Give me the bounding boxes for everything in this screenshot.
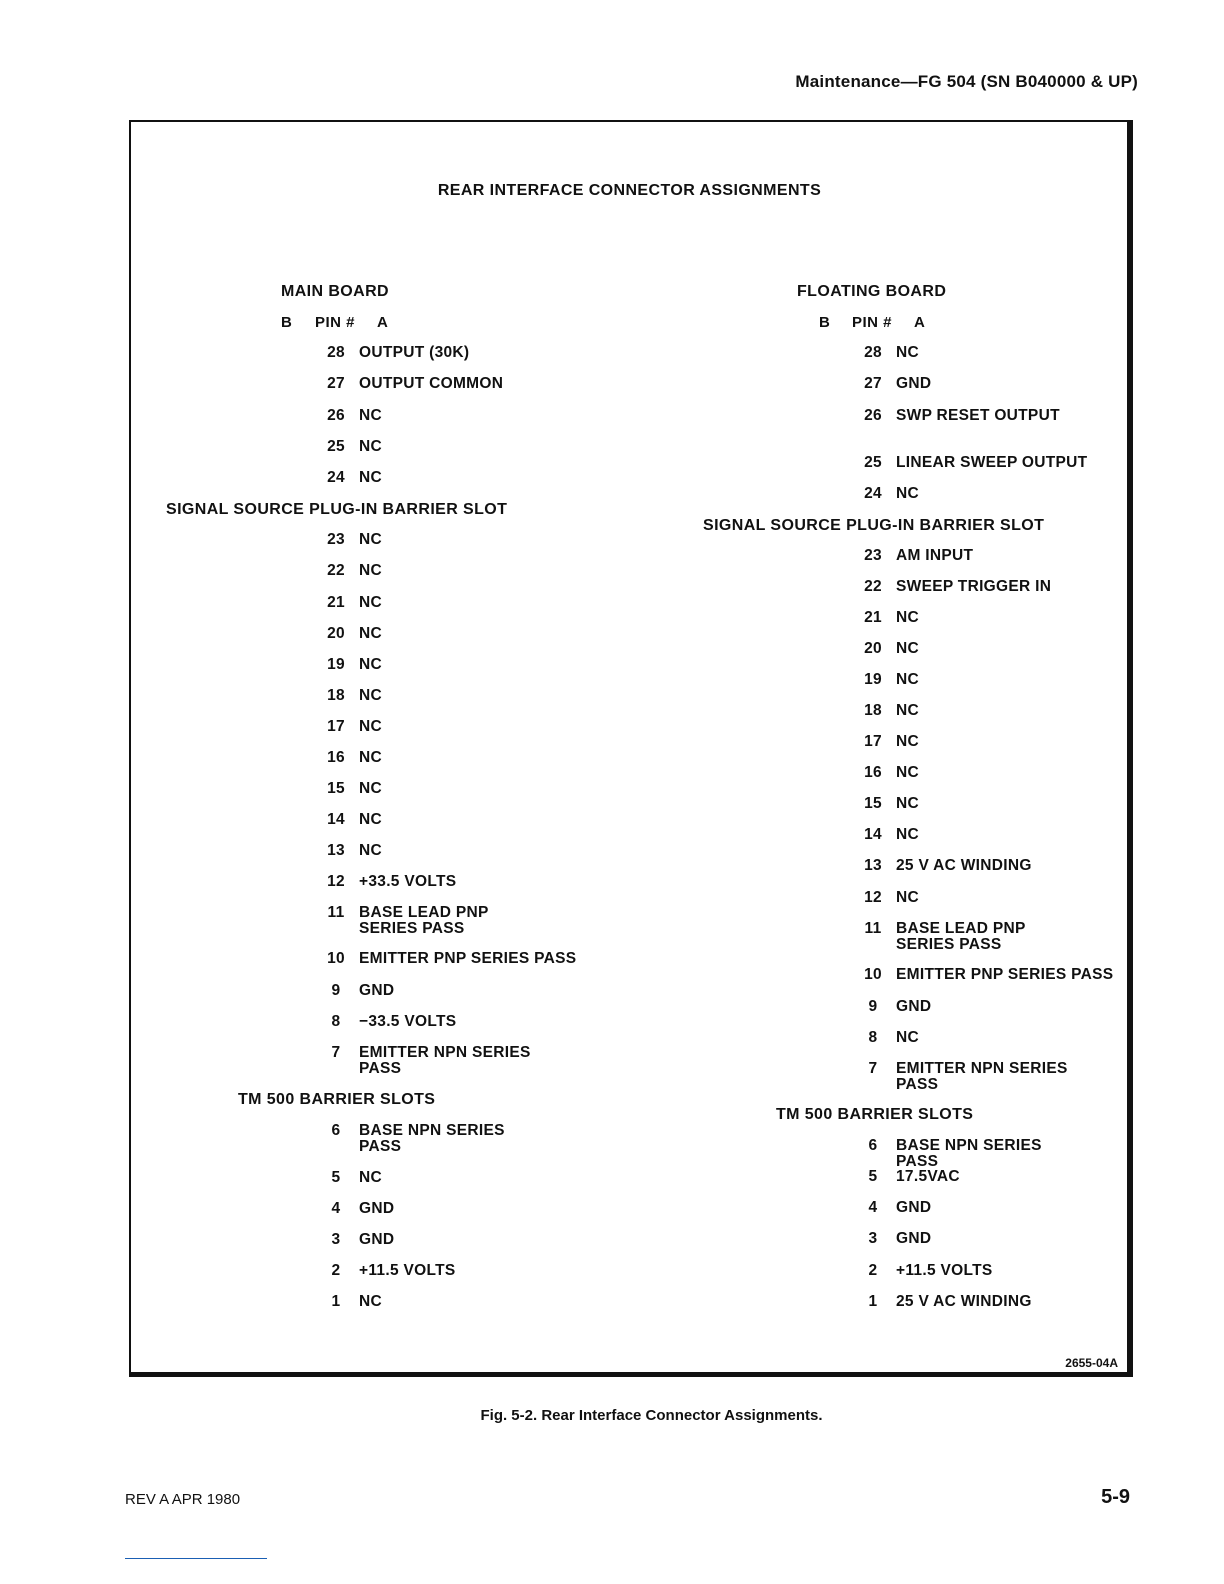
floating-pin-number: 15 (864, 795, 882, 812)
main-pin-number: 16 (327, 749, 345, 766)
floating-pin-number: 25 (864, 454, 882, 471)
main-a-signal: OUTPUT (30K) (359, 344, 470, 361)
floating-a-signal: NC (896, 344, 919, 361)
main-pin-number: 25 (327, 438, 345, 455)
main-a-signal: NC (359, 656, 382, 673)
main-pin-number: 17 (327, 718, 345, 735)
floating-a-signal: 25 V AC WINDING (896, 1293, 1032, 1310)
main-a-signal: NC (359, 687, 382, 704)
floating-pin-number: 1 (868, 1293, 878, 1310)
main-a-signal: NC (359, 749, 382, 766)
floating-a-signal: GND (896, 375, 932, 392)
floating-col-pin: PIN # (852, 314, 893, 331)
main-pin-number: 27 (327, 375, 345, 392)
main-a-signal: NC (359, 594, 382, 611)
floating-pin-number: 3 (868, 1230, 878, 1247)
floating-a-signal: NC (896, 795, 919, 812)
main-pin-number: 2 (331, 1262, 341, 1279)
floating-a-signal: NC (896, 889, 919, 906)
floating-pin-number: 10 (864, 966, 882, 983)
floating-pin-number: 7 (868, 1060, 878, 1077)
main-a-signal: +33.5 VOLTS (359, 873, 457, 890)
floating-a-signal: NC (896, 764, 919, 781)
floating-pin-number: 11 (864, 920, 882, 937)
figure-frame (129, 120, 1133, 1377)
floating-pin-number: 4 (868, 1199, 878, 1216)
floating-a-signal: NC (896, 733, 919, 750)
main-pin-number: 11 (327, 904, 345, 921)
main-a-signal: NC (359, 1169, 382, 1186)
floating-a-signal: AM INPUT (896, 547, 974, 564)
main-pin-number: 19 (327, 656, 345, 673)
floating-pin-number: 24 (864, 485, 882, 502)
main-pin-number: 20 (327, 625, 345, 642)
floating-a-signal: NC (896, 485, 919, 502)
main-board-title: MAIN BOARD (281, 283, 389, 300)
floating-a-signal: BASE LEAD PNP SERIES PASS (896, 920, 1026, 953)
floating-a-signal: 17.5VAC (896, 1168, 960, 1185)
main-pin-number: 1 (331, 1293, 341, 1310)
figure-title: REAR INTERFACE CONNECTOR ASSIGNMENTS (437, 182, 822, 199)
floating-a-signal: 25 V AC WINDING (896, 857, 1032, 874)
floating-a-signal: LINEAR SWEEP OUTPUT (896, 454, 1088, 471)
main-a-signal: NC (359, 531, 382, 548)
main-a-signal: NC (359, 438, 382, 455)
main-a-signal: OUTPUT COMMON (359, 375, 504, 392)
floating-col-a: A (914, 314, 926, 331)
floating-pin-number: 13 (864, 857, 882, 874)
main-a-signal: EMITTER NPN SERIES PASS (359, 1044, 531, 1077)
main-pin-number: 14 (327, 811, 345, 828)
floating-signal-slot-label: SIGNAL SOURCE PLUG-IN BARRIER SLOT (703, 517, 1045, 534)
main-col-a: A (377, 314, 389, 331)
main-pin-number: 24 (327, 469, 345, 486)
main-a-signal: +11.5 VOLTS (359, 1262, 456, 1279)
floating-pin-number: 9 (868, 998, 878, 1015)
main-a-signal: NC (359, 1293, 382, 1310)
main-pin-number: 13 (327, 842, 345, 859)
footer-rule (125, 1558, 267, 1559)
main-pin-number: 6 (331, 1122, 341, 1139)
floating-a-signal: GND (896, 1230, 932, 1247)
main-pin-number: 8 (331, 1013, 341, 1030)
floating-a-signal: NC (896, 609, 919, 626)
main-pin-number: 28 (327, 344, 345, 361)
floating-pin-number: 17 (864, 733, 882, 750)
main-a-signal: NC (359, 469, 382, 486)
floating-pin-number: 14 (864, 826, 882, 843)
floating-pin-number: 26 (864, 407, 882, 424)
main-a-signal: GND (359, 1231, 395, 1248)
main-pin-number: 26 (327, 407, 345, 424)
floating-a-signal: NC (896, 702, 919, 719)
main-pin-number: 10 (327, 950, 345, 967)
floating-pin-number: 18 (864, 702, 882, 719)
floating-pin-number: 22 (864, 578, 882, 595)
floating-pin-number: 23 (864, 547, 882, 564)
floating-a-signal: GND (896, 1199, 932, 1216)
floating-a-signal: NC (896, 640, 919, 657)
main-pin-number: 21 (327, 594, 345, 611)
page-number: 5-9 (1101, 1486, 1130, 1508)
main-pin-number: 5 (331, 1169, 341, 1186)
page-header: Maintenance—FG 504 (SN B040000 & UP) (795, 72, 1138, 91)
figure-number: 2655-04A (1065, 1356, 1118, 1370)
main-a-signal: NC (359, 562, 382, 579)
main-a-signal: NC (359, 811, 382, 828)
main-pin-number: 4 (331, 1200, 341, 1217)
main-pin-number: 23 (327, 531, 345, 548)
main-a-signal: NC (359, 780, 382, 797)
main-pin-number: 3 (331, 1231, 341, 1248)
floating-pin-number: 27 (864, 375, 882, 392)
main-a-signal: NC (359, 842, 382, 859)
main-a-signal: BASE NPN SERIES PASS (359, 1122, 505, 1155)
floating-a-signal: NC (896, 826, 919, 843)
floating-a-signal: NC (896, 671, 919, 688)
main-a-signal: NC (359, 718, 382, 735)
main-col-pin: PIN # (315, 314, 356, 331)
main-pin-number: 9 (331, 982, 341, 999)
floating-a-signal: BASE NPN SERIES PASS (896, 1137, 1042, 1170)
main-pin-number: 22 (327, 562, 345, 579)
floating-pin-number: 5 (868, 1168, 878, 1185)
main-pin-number: 15 (327, 780, 345, 797)
main-a-signal: NC (359, 407, 382, 424)
main-a-signal: GND (359, 1200, 395, 1217)
main-pin-number: 7 (331, 1044, 341, 1061)
figure-caption: Fig. 5-2. Rear Interface Connector Assignments. (480, 1407, 823, 1424)
floating-a-signal: +11.5 VOLTS (896, 1262, 993, 1279)
floating-pin-number: 19 (864, 671, 882, 688)
floating-a-signal: GND (896, 998, 932, 1015)
floating-pin-number: 6 (868, 1137, 878, 1154)
main-a-signal: BASE LEAD PNP SERIES PASS (359, 904, 489, 937)
revision-footer: REV A APR 1980 (125, 1491, 241, 1508)
floating-pin-number: 28 (864, 344, 882, 361)
floating-a-signal: SWP RESET OUTPUT (896, 407, 1060, 424)
floating-a-signal: NC (896, 1029, 919, 1046)
floating-a-signal: SWEEP TRIGGER IN (896, 578, 1052, 595)
floating-pin-number: 16 (864, 764, 882, 781)
floating-col-b: B (819, 314, 831, 331)
floating-pin-number: 2 (868, 1262, 878, 1279)
floating-pin-number: 8 (868, 1029, 878, 1046)
floating-board-title: FLOATING BOARD (797, 283, 947, 300)
main-pin-number: 18 (327, 687, 345, 704)
floating-pin-number: 20 (864, 640, 882, 657)
floating-tm-slot-label: TM 500 BARRIER SLOTS (776, 1106, 974, 1123)
main-pin-number: 12 (327, 873, 345, 890)
floating-a-signal: EMITTER NPN SERIES PASS (896, 1060, 1068, 1093)
main-col-b: B (281, 314, 293, 331)
floating-a-signal: EMITTER PNP SERIES PASS (896, 966, 1114, 983)
floating-pin-number: 21 (864, 609, 882, 626)
main-signal-slot-label: SIGNAL SOURCE PLUG-IN BARRIER SLOT (166, 501, 508, 518)
main-a-signal: EMITTER PNP SERIES PASS (359, 950, 577, 967)
main-a-signal: −33.5 VOLTS (359, 1013, 457, 1030)
floating-pin-number: 12 (864, 889, 882, 906)
main-a-signal: GND (359, 982, 395, 999)
main-a-signal: NC (359, 625, 382, 642)
main-tm-slot-label: TM 500 BARRIER SLOTS (238, 1091, 436, 1108)
